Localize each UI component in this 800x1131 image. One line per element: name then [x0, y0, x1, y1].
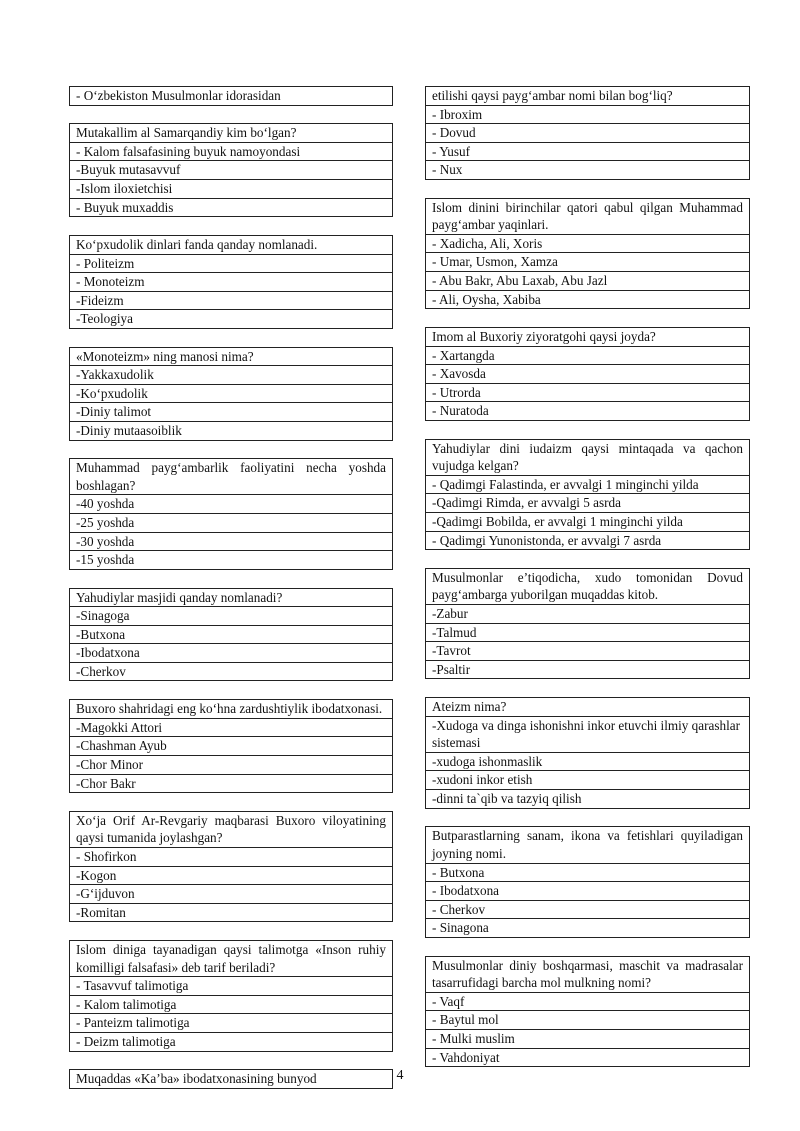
- answer-option: -Buyuk mutasavvuf: [70, 161, 393, 180]
- answer-option: -Fideizm: [70, 291, 393, 310]
- question-block: [425, 327, 750, 421]
- answer-option: - Qadimgi Yunonistonda, er avvalgi 7 asrda: [426, 531, 750, 550]
- answer-option: - Vaqf: [426, 992, 750, 1011]
- answer-option: -Magokki Attori: [70, 718, 393, 737]
- question-block: [69, 86, 393, 106]
- answer-option: - Yusuf: [426, 142, 750, 161]
- answer-option: - Baytul mol: [426, 1011, 750, 1030]
- answer-option: -Chor Minor: [70, 755, 393, 774]
- question-block: [69, 811, 393, 923]
- answer-option: -25 yoshda: [70, 514, 393, 533]
- answer-option: - Xadicha, Ali, Xoris: [426, 234, 750, 253]
- block-spacer: [69, 570, 393, 588]
- question-text: Buxoro shahridagi eng ko‘hna zardushtiylik ibodatxonasi.: [70, 700, 393, 719]
- question-text: Islom diniga tayanadigan qaysi talimotga «Inson ruhiy komilligi falsafasi» deb tarif beriladi?: [70, 941, 393, 977]
- question-block: [69, 347, 393, 441]
- answer-option: - Sinagona: [426, 919, 750, 938]
- block-spacer: [69, 681, 393, 699]
- answer-option: -Tavrot: [426, 642, 750, 661]
- answer-option: -15 yoshda: [70, 551, 393, 570]
- block-spacer: [425, 938, 750, 956]
- answer-option: - Vahdoniyat: [426, 1048, 750, 1067]
- left-column: [69, 86, 393, 1089]
- question-block: [425, 439, 750, 551]
- answer-option: - Panteizm talimotiga: [70, 1014, 393, 1033]
- answer-option: -Xudoga va dinga ishonishni inkor etuvchi ilmiy qarashlar sistemasi: [426, 716, 750, 752]
- question-text: Xo‘ja Orif Ar-Revgariy maqbarasi Buxoro viloyatining qaysi tumanida joylashgan?: [70, 811, 393, 847]
- answer-option: - Butxona: [426, 863, 750, 882]
- question-block: [425, 86, 750, 180]
- block-spacer: [69, 106, 393, 124]
- answer-option: -Butxona: [70, 625, 393, 644]
- answer-option: - Abu Bakr, Abu Laxab, Abu Jazl: [426, 272, 750, 291]
- answer-option: -Yakkaxudolik: [70, 366, 393, 385]
- question-text: Imom al Buxoriy ziyoratgohi qaysi joyda?: [426, 327, 750, 346]
- answer-option: -Talmud: [426, 623, 750, 642]
- answer-option: - Deizm talimotiga: [70, 1033, 393, 1052]
- answer-option: - Ibodatxona: [426, 882, 750, 901]
- block-spacer: [69, 793, 393, 811]
- answer-option: -Zabur: [426, 605, 750, 624]
- answer-option: - Kalom talimotiga: [70, 995, 393, 1014]
- question-block: [69, 588, 393, 682]
- block-spacer: [425, 309, 750, 327]
- answer-option: -xudoni inkor etish: [426, 771, 750, 790]
- answer-option: -Cherkov: [70, 662, 393, 681]
- question-text: Muqaddas «Ka’ba» ibodatxonasining bunyod: [70, 1070, 393, 1089]
- block-spacer: [425, 550, 750, 568]
- answer-option: -dinni ta`qib va tazyiq qilish: [426, 790, 750, 809]
- question-block: [69, 940, 393, 1052]
- question-block: [69, 699, 393, 793]
- answer-option: -Ko‘pxudolik: [70, 384, 393, 403]
- answer-option: -30 yoshda: [70, 532, 393, 551]
- page-number: 4: [396, 1068, 404, 1083]
- question-text: Ateizm nima?: [426, 698, 750, 717]
- answer-option: - Xartangda: [426, 346, 750, 365]
- question-block: [69, 123, 393, 217]
- answer-option: -Psaltir: [426, 660, 750, 679]
- answer-option: -Qadimgi Bobilda, er avvalgi 1 minginchi yilda: [426, 512, 750, 531]
- answer-option: - Tasavvuf talimotiga: [70, 977, 393, 996]
- answer-option: -G‘ijduvon: [70, 885, 393, 904]
- question-text: Muhammad payg‘ambarlik faoliyatini necha yoshda boshlagan?: [70, 459, 393, 495]
- question-block: [425, 826, 750, 938]
- block-spacer: [425, 679, 750, 697]
- answer-option: -xudoga ishonmaslik: [426, 752, 750, 771]
- question-text: «Monoteizm» ning manosi nima?: [70, 347, 393, 366]
- block-spacer: [69, 217, 393, 235]
- answer-option: - Buyuk muxaddis: [70, 198, 393, 217]
- question-text: Ko‘pxudolik dinlari fanda qanday nomlanadi.: [70, 235, 393, 254]
- block-spacer: [425, 180, 750, 198]
- question-text: Islom dinini birinchilar qatori qabul qilgan Muhammad payg‘ambar yaqinlari.: [426, 198, 750, 234]
- answer-option: - Kalom falsafasining buyuk namoyondasi: [70, 142, 393, 161]
- answer-option: -Islom iloxietchisi: [70, 180, 393, 199]
- question-text: etilishi qaysi payg‘ambar nomi bilan bog‘liq?: [426, 87, 750, 106]
- answer-option: - Utrorda: [426, 383, 750, 402]
- answer-option: - Xavosda: [426, 365, 750, 384]
- block-spacer: [69, 329, 393, 347]
- answer-option: -Diniy mutaasoiblik: [70, 421, 393, 440]
- question-block: [69, 458, 393, 570]
- block-spacer: [425, 421, 750, 439]
- answer-option: -40 yoshda: [70, 495, 393, 514]
- answer-option: - Dovud: [426, 124, 750, 143]
- question-text: Musulmonlar e’tiqodicha, xudo tomonidan Dovud payg‘ambarga yuborilgan muqaddas kitob.: [426, 568, 750, 604]
- answer-option: - Ibroxim: [426, 105, 750, 124]
- answer-option: - Qadimgi Falastinda, er avvalgi 1 minginchi yilda: [426, 475, 750, 494]
- answer-option: -Chashman Ayub: [70, 737, 393, 756]
- block-spacer: [69, 1052, 393, 1070]
- answer-option: -Qadimgi Rimda, er avvalgi 5 asrda: [426, 494, 750, 513]
- question-text: Yahudiylar dini iudaizm qaysi mintaqada va qachon vujudga kelgan?: [426, 439, 750, 475]
- answer-option: - Nux: [426, 161, 750, 180]
- answer-option: -Diniy talimot: [70, 403, 393, 422]
- answer-option: - Mulki muslim: [426, 1029, 750, 1048]
- answer-option: - Shofirkon: [70, 848, 393, 867]
- answer-option: -Romitan: [70, 903, 393, 922]
- answer-option: - Umar, Usmon, Xamza: [426, 253, 750, 272]
- question-text: Musulmonlar diniy boshqarmasi, maschit va madrasalar tasarrufidagi barcha mol mulkning nomi?: [426, 956, 750, 992]
- question-block: [425, 198, 750, 310]
- answer-option: -Kogon: [70, 866, 393, 885]
- question-block: [69, 235, 393, 329]
- block-spacer: [69, 441, 393, 459]
- block-spacer: [69, 922, 393, 940]
- answer-option: -Sinagoga: [70, 607, 393, 626]
- answer-option: - Nuratoda: [426, 402, 750, 421]
- answer-option: - Monoteizm: [70, 273, 393, 292]
- answer-option: - O‘zbekiston Musulmonlar idorasidan: [70, 87, 393, 106]
- question-block: [425, 956, 750, 1068]
- right-column: [425, 86, 750, 1067]
- answer-option: -Teologiya: [70, 310, 393, 329]
- question-block: [425, 697, 750, 809]
- question-text: Butparastlarning sanam, ikona va fetishlari quyiladigan joyning nomi.: [426, 827, 750, 863]
- answer-option: - Ali, Oysha, Xabiba: [426, 290, 750, 309]
- question-block: [425, 568, 750, 680]
- answer-option: -Ibodatxona: [70, 644, 393, 663]
- question-text: Mutakallim al Samarqandiy kim bo‘lgan?: [70, 124, 393, 143]
- answer-option: -Chor Bakr: [70, 774, 393, 793]
- block-spacer: [425, 809, 750, 827]
- question-text: Yahudiylar masjidi qanday nomlanadi?: [70, 588, 393, 607]
- answer-option: - Politeizm: [70, 254, 393, 273]
- answer-option: - Cherkov: [426, 900, 750, 919]
